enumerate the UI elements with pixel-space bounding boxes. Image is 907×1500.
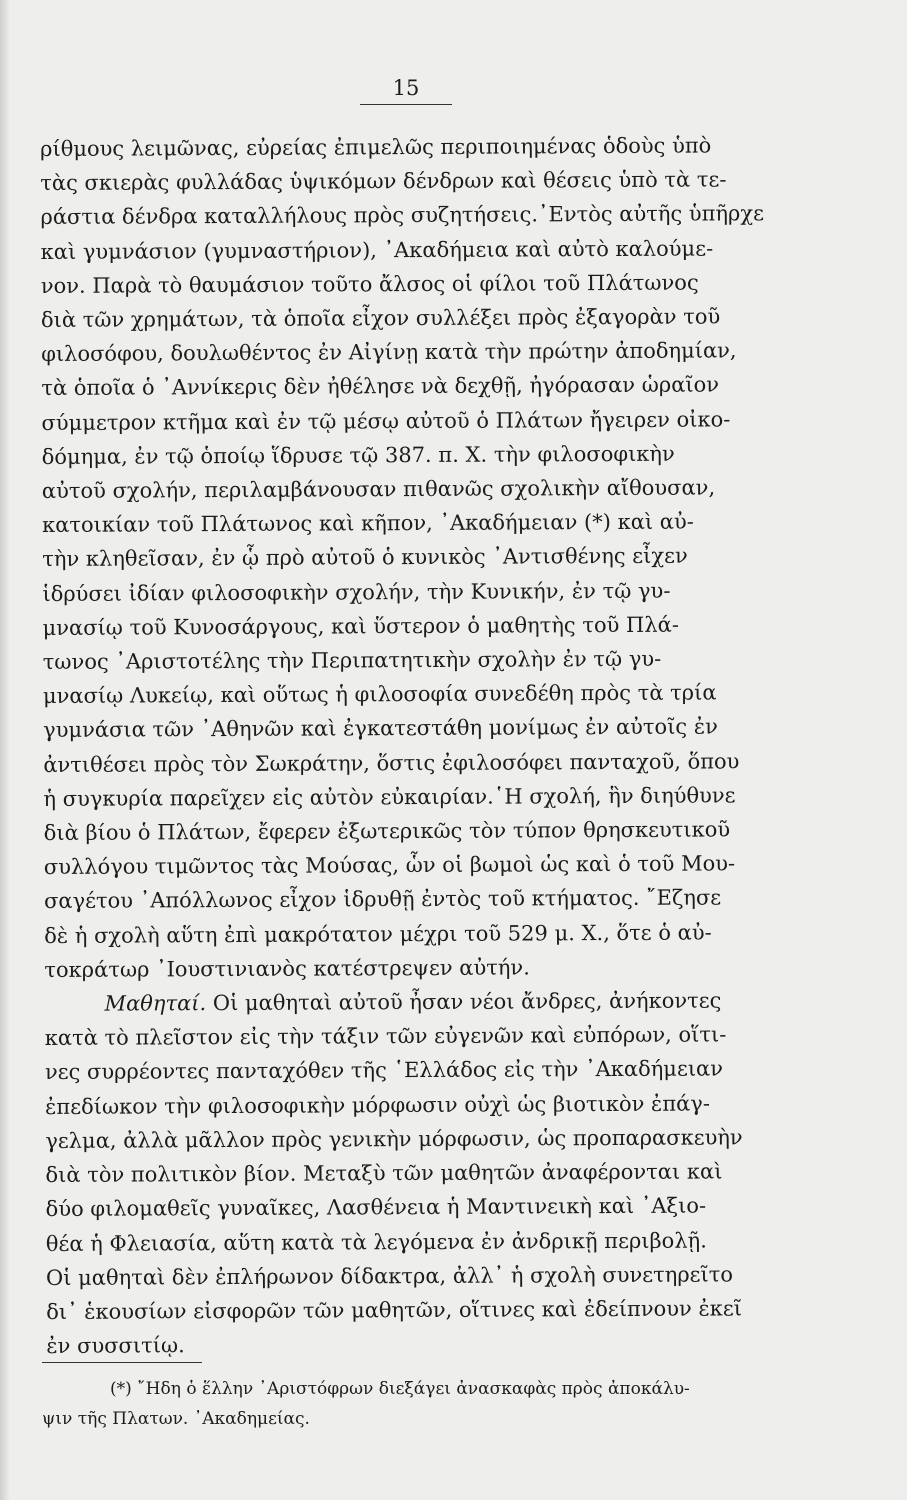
text-line: νον. Παρὰ τὸ θαυμάσιον τοῦτο ἄλσος οἱ φίλοι τοῦ Πλάτωνος	[40, 270, 699, 298]
text-line: δόμημα, ἐν τῷ ὁποίῳ ἵδρυσε τῷ 387. π. Χ. τὴν φιλοσοφικὴν	[41, 441, 675, 469]
page-edge-shadow	[0, 0, 10, 1500]
footnote-rule	[42, 1362, 202, 1363]
text-line: σαγέτου ᾿Απόλλωνος εἶχον ἱδρυθῇ ἐντὸς τοῦ κτήματος. ῎Εζησε	[43, 885, 722, 914]
text-line: σύμμετρον κτῆμα καὶ ἐν τῷ μέσῳ αὐτοῦ ὁ Πλάτων ἤγειρεν οἰκο-	[41, 407, 731, 435]
text-line: τὴν κληθεῖσαν, ἐν ᾧ πρὸ αὐτοῦ ὁ κυνικὸς ᾿Αντισθένης εἶχεν	[42, 544, 688, 572]
text-line: γελμα, ἀλλὰ μᾶλλον πρὸς γενικὴν μόρφωσιν, ὡς προπαρασκευὴν	[45, 1125, 743, 1153]
text-line: ἡ συγκυρία παρεῖχεν εἰς αὐτὸν εὐκαιρίαν.῾Η σχολή, ἣν διηύθυνε	[43, 783, 736, 811]
text-line: ἱδρύσει ἰδίαν φιλοσοφικὴν σχολήν, τὴν Κυνικήν, ἐν τῷ γυ-	[42, 578, 671, 606]
text-line: κατοικίαν τοῦ Πλάτωνος καὶ κῆπον, ᾿Ακαδήμειαν (*) καὶ αὐ-	[41, 509, 694, 538]
header-rule	[360, 104, 452, 105]
footnote-line: (*) ῎Ηδη ὁ ἕλλην ᾿Αριστόφρων διεξάγει ἀνασκαφὰς πρὸς ἀποκάλυ-	[110, 1379, 690, 1399]
text-line: μνασίῳ τοῦ Κυνοσάργους, καὶ ὕστερον ὁ μαθητὴς τοῦ Πλά-	[42, 612, 679, 640]
text-line: καὶ γυμνάσιον (γυμναστήριον), ᾿Ακαδήμεια καὶ αὐτὸ καλούμε-	[40, 236, 714, 264]
text-line: ἀντιθέσει πρὸς τὸν Σωκράτην, ὅστις ἐφιλοσόφει πανταχοῦ, ὅπου	[43, 749, 740, 777]
text-line: συλλόγου τιμῶντος τὰς Μούσας, ὧν οἱ βωμοὶ ὡς καὶ ὁ τοῦ Μου-	[43, 851, 736, 880]
page-number: 15	[392, 76, 420, 100]
text-line: διὰ τὸν πολιτικὸν βίον. Μεταξὺ τῶν μαθητῶν ἀναφέρονται καὶ	[45, 1159, 723, 1188]
text-line: διὰ τῶν χρημάτων, τὰ ὁποῖα εἶχον συλλέξει πρὸς ἐξαγορὰν τοῦ	[40, 304, 721, 333]
text-line: ἐν συσσιτίῳ.	[46, 1333, 185, 1359]
text-line: μνασίῳ Λυκείῳ, καὶ οὕτως ἡ φιλοσοφία συνεδέθη πρὸς τὰ τρία	[42, 680, 717, 709]
text-line: δύο φιλομαθεῖς γυναῖκες, Λασθένεια ἡ Μαντινεικὴ καὶ ᾿Αξιο-	[45, 1193, 707, 1222]
footnote-line: ψιν τῆς Πλατων. ᾿Ακαδημείας.	[42, 1409, 310, 1429]
text-line: τὰ ὁποῖα ὁ ᾿Αννίκερις δὲν ἠθέλησε νὰ δεχθῇ, ἠγόρασαν ὡραῖον	[41, 372, 720, 401]
section-first-line	[44, 983, 792, 1021]
text-line: Οἱ μαθηταὶ δὲν ἐπλήρωνον δίδακτρα, ἀλλ᾿ ἡ σχολὴ συνετηρεῖτο	[45, 1262, 734, 1290]
text-line: τωνος ᾿Αριστοτέλης τὴν Περιπατητικὴν σχολὴν ἐν τῷ γυ-	[42, 646, 662, 675]
text-line: τοκράτωρ ᾿Ιουστινιανὸς κατέστρεψεν αὐτήν.	[44, 955, 530, 982]
text-line: νες συρρέοντες πανταχόθεν τῆς ῾Ελλάδος εἰς τὴν ᾿Ακαδήμειαν	[44, 1056, 724, 1085]
text-line: ἐπεδίωκον τὴν φιλοσοφικὴν μόρφωσιν οὐχὶ ὡς βιοτικὸν ἐπάγ-	[45, 1091, 710, 1119]
text-line: δὲ ἡ σχολὴ αὕτη ἐπὶ μακρότατον μέχρι τοῦ 529 μ. Χ., ὅτε ὁ αὐ-	[44, 920, 712, 948]
text-line: τὰς σκιερὰς φυλλάδας ὑψικόμων δένδρων καὶ θέσεις ὑπὸ τὰ τε-	[40, 167, 727, 196]
footnote	[42, 1374, 787, 1434]
text-line: δι᾿ ἑκουσίων εἰσφορῶν τῶν μαθητῶν, οἵτινες καὶ ἐδείπνουν ἐκεῖ	[46, 1296, 743, 1324]
body-text	[40, 128, 794, 1363]
text-line: ράστια δένδρα καταλλήλους πρὸς συζητήσεις.᾿Εντὸς αὐτῆς ὑπῆρχε	[40, 201, 765, 230]
text-line: διὰ βίου ὁ Πλάτων, ἔφερεν ἐξωτερικῶς τὸν τύπον θρησκευτικοῦ	[43, 817, 731, 846]
section-first-line-text: Οἱ μαθηταὶ αὐτοῦ ἦσαν νέοι ἄνδρες, ἀνήκοντες	[206, 988, 722, 1016]
text-line: κατὰ τὸ πλεῖστον εἰς τὴν τάξιν τῶν εὐγενῶν καὶ εὐπόρων, οἵτι-	[44, 1022, 727, 1051]
text-line: θέα ἡ Φλειασία, αὕτη κατὰ τὰ λεγόμενα ἐν ἀνδρικῇ περιβολῇ.	[45, 1228, 707, 1256]
text-line: γυμνάσια τῶν ᾿Αθηνῶν καὶ ἐγκατεστάθη μονίμως ἐν αὐτοῖς ἐν	[43, 714, 718, 743]
section-heading: Μαθηταί.	[104, 991, 207, 1016]
text-line: αὐτοῦ σχολήν, περιλαμβάνουσαν πιθανῶς σχολικὴν αἴθουσαν,	[41, 475, 716, 504]
text-line: ρίθμους λειμῶνας, εὐρείας ἐπιμελῶς περιποιημένας ὁδοὺς ὑπὸ	[40, 133, 712, 161]
text-line: φιλοσόφου, δουλωθέντος ἐν Αἰγίνῃ κατὰ τὴν πρώτην ἀποδημίαν,	[41, 338, 737, 367]
